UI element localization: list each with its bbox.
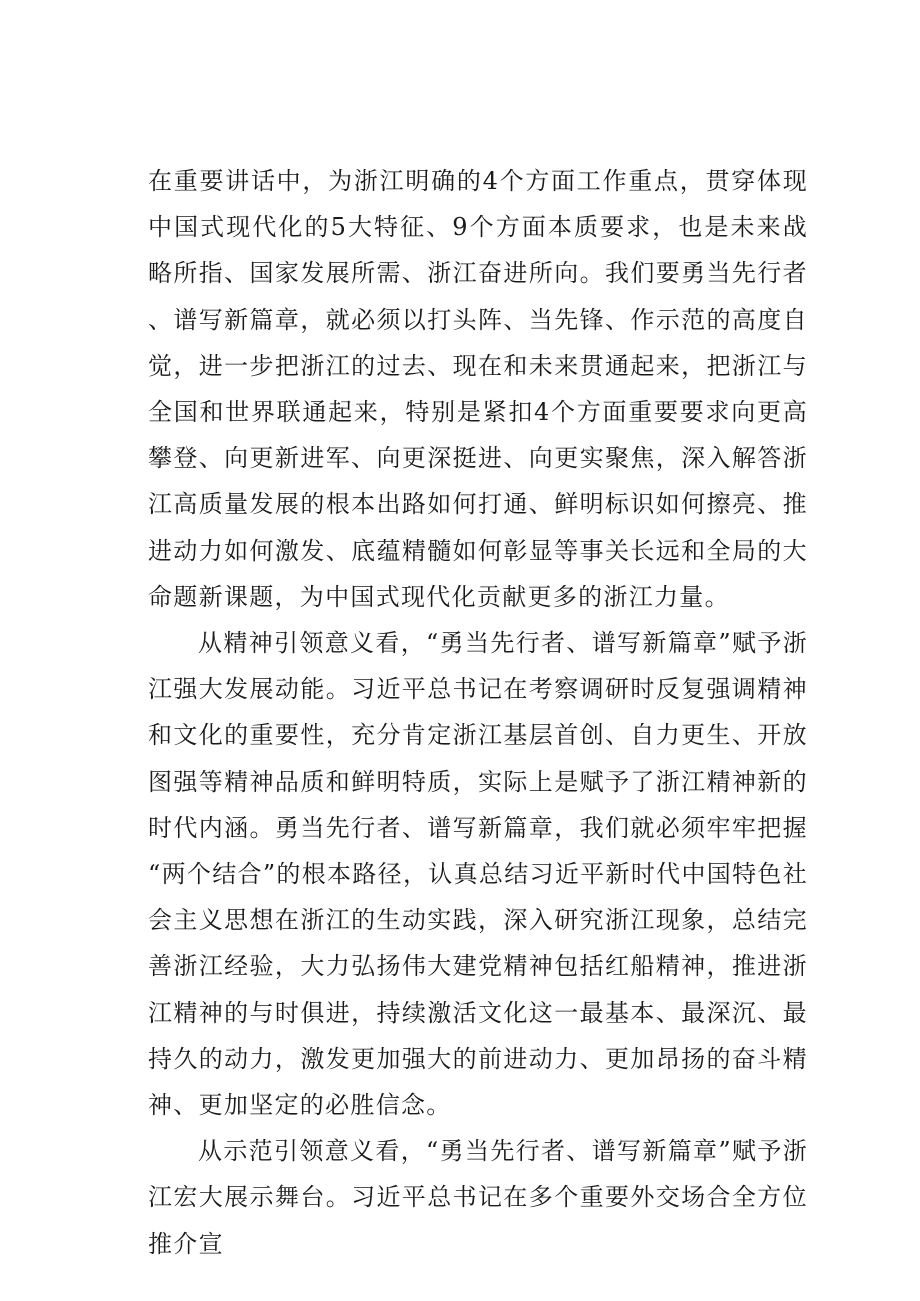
paragraph-spiritual-guidance: 从精神引领意义看，“勇当先行者、谱写新篇章”赋予浙江强大发展动能。习近平总书记在考察调研时反复强调精神和文化的重要性，充分肯定浙江基层首创、自力更生、开放图强等精神品质和鲜明特质，实际上是赋予了浙江精神新的时代内涵。勇当先行者、谱写新篇章，我们就必须牢牢把握“两个结合”的根本路径，认真总结习近平新时代中国特色社会主义思想在浙江的生动实践，深入研究浙江现象，总结完善浙江经验，大力弘扬伟大建党精神包括红船精神，推进浙江精神的与时俱进，持续激活文化这一最基本、最深沉、最持久的动力，激发更加强大的前进动力、更加昂扬的奋斗精神、更加坚定的必胜信念。 xyxy=(148,629,808,1120)
paragraph-continuation: 在重要讲话中，为浙江明确的4个方面工作重点，贯穿体现中国式现代化的5大特征、9个方面本质要求，也是未来战略所指、国家发展所需、浙江奋进所向。我们要勇当先行者、谱写新篇章，就必须以打头阵、当先锋、作示范的高度自觉，进一步把浙江的过去、现在和未来贯通起来，把浙江与全国和世界联通起来，特别是紧扣4个方面重要要求向更高攀登、向更新进军、向更深挺进、向更实聚焦，深入解答浙江高质量发展的根本出路如何打通、鲜明标识如何擦亮、推进动力如何激发、底蕴精髓如何彰显等事关长远和全局的大命题新课题，为中国式现代化贡献更多的浙江力量。 xyxy=(148,167,808,611)
document-body xyxy=(148,158,808,1267)
paragraph-demonstration-guidance: 从示范引领意义看，“勇当先行者、谱写新篇章”赋予浙江宏大展示舞台。习近平总书记在多个重要外交场合全方位推介宣 xyxy=(148,1137,808,1258)
